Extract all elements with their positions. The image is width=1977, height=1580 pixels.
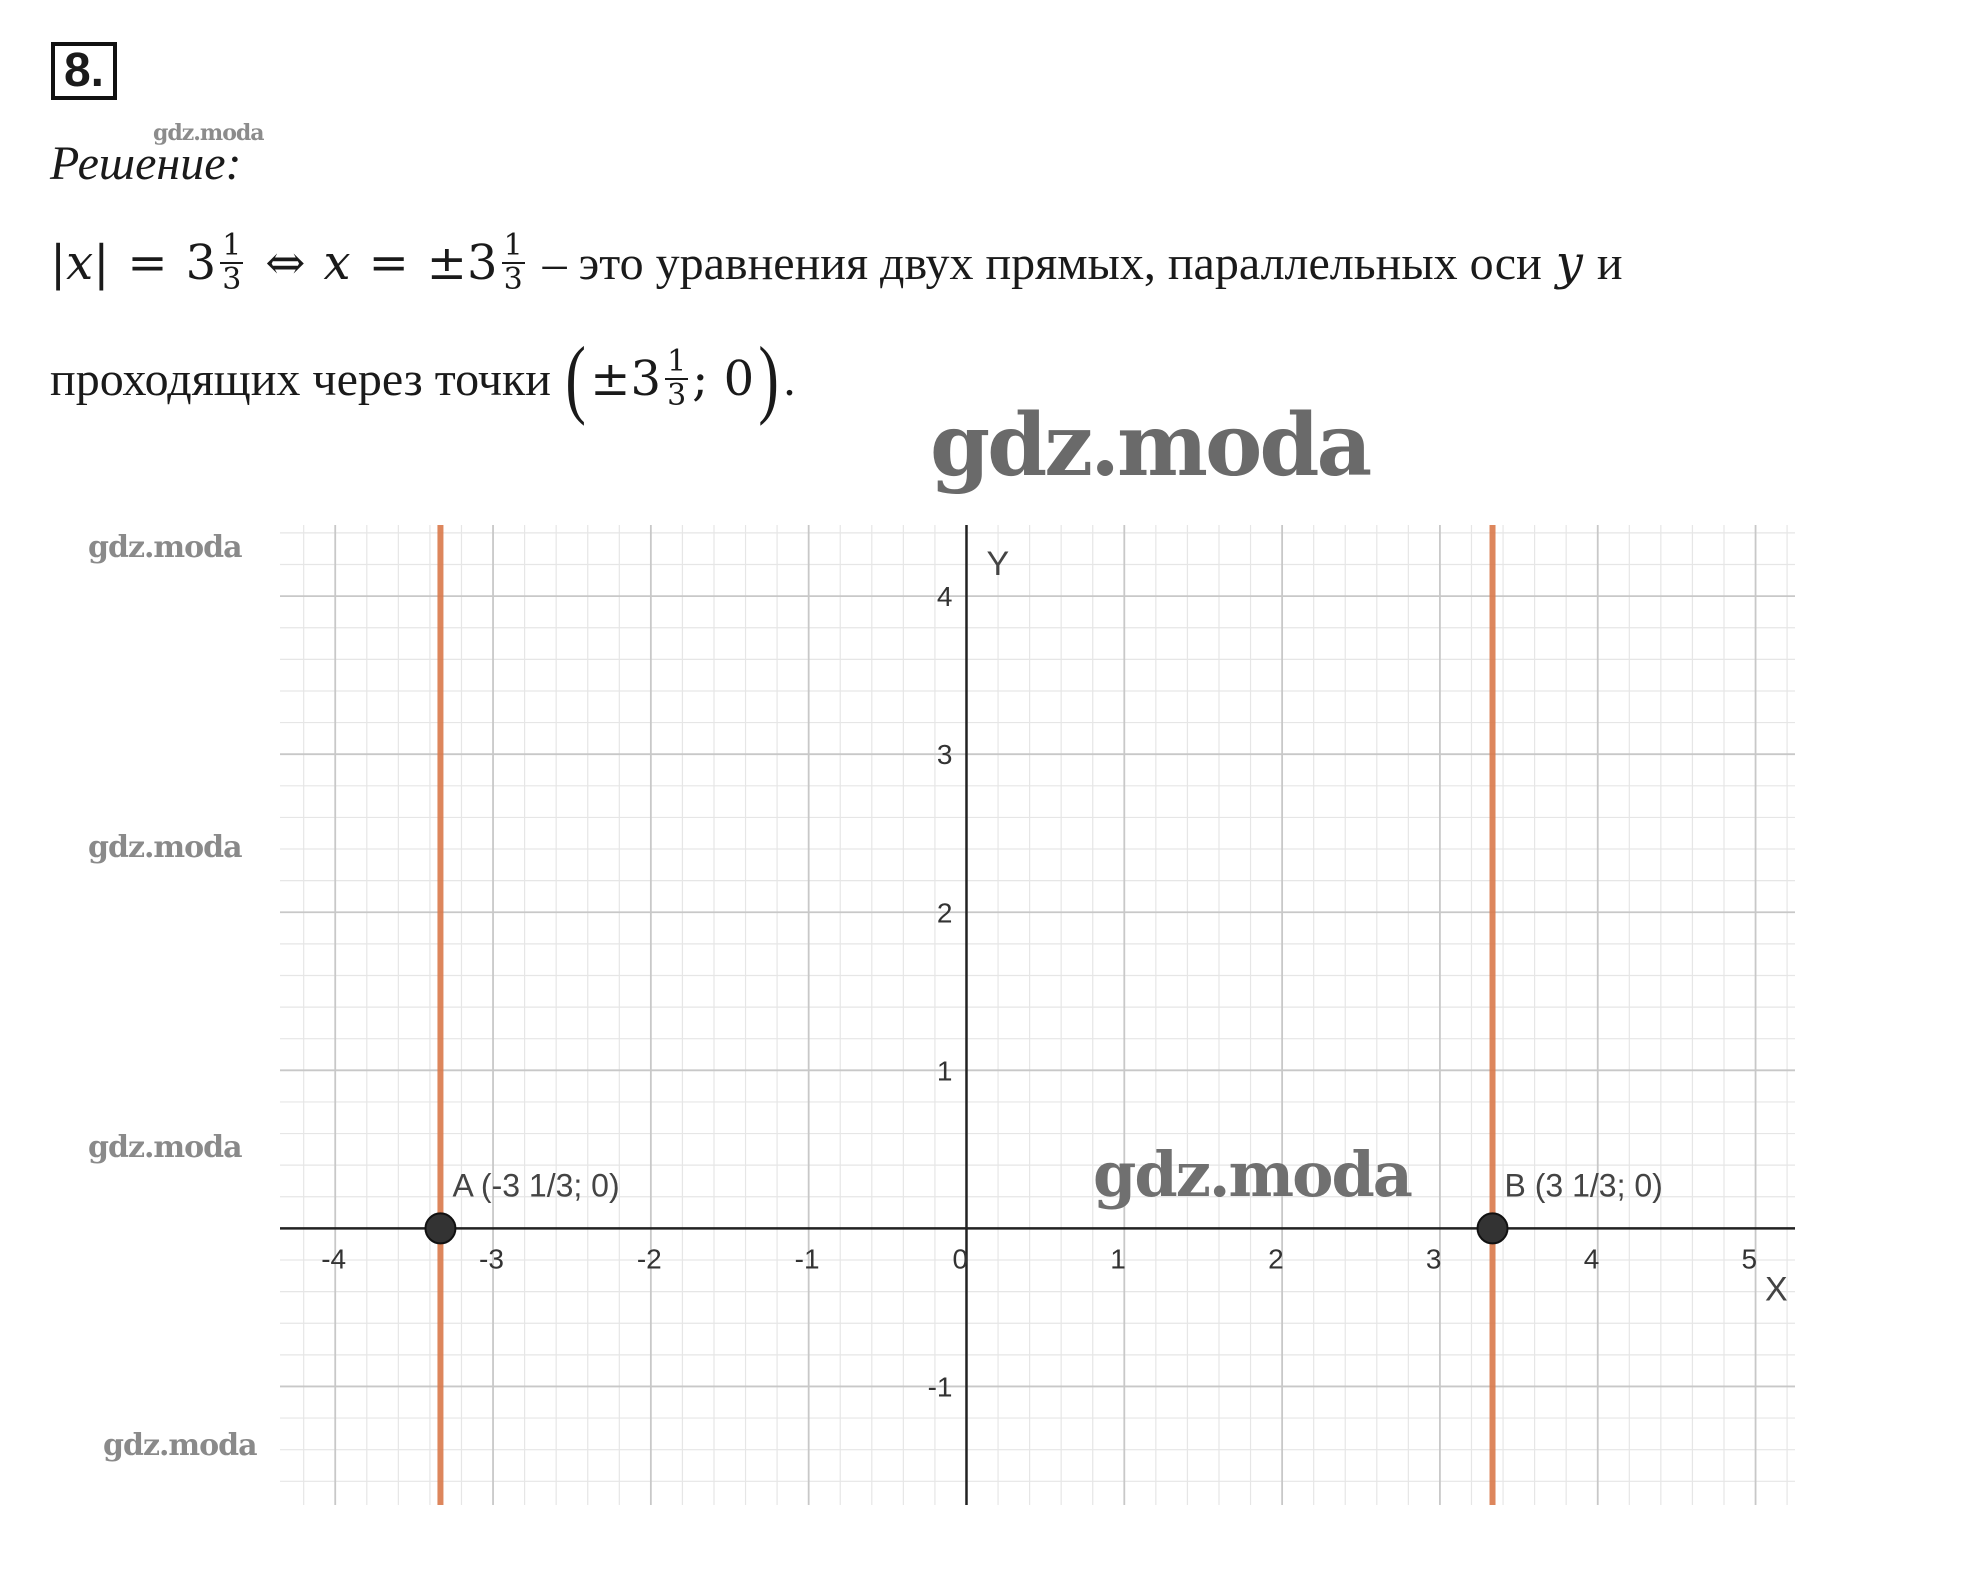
iff-symbol: ⇔ — [265, 235, 306, 291]
watermark: gdz.moda — [88, 1130, 242, 1165]
variable-x: x — [323, 235, 351, 291]
explanation-text: – это уравнения двух прямых, параллельных оси — [542, 236, 1542, 290]
point-marker — [425, 1213, 455, 1243]
plus-minus-whole: ±3 — [426, 235, 498, 291]
x-tick-label: 1 — [1110, 1243, 1126, 1275]
conjunction-text: и — [1596, 236, 1623, 290]
point-marker — [1478, 1213, 1508, 1243]
x-tick-label: -1 — [794, 1243, 820, 1275]
watermark: gdz.moda — [930, 395, 1370, 496]
tick-labels — [321, 581, 1757, 1402]
watermark: gdz.moda — [88, 830, 242, 865]
watermark: gdz.moda — [1093, 1138, 1411, 1211]
fraction-denominator: 3 — [667, 378, 687, 413]
equals-sign: = — [368, 235, 409, 291]
fraction-numerator: 1 — [503, 228, 523, 263]
watermark: gdz.moda — [88, 530, 242, 565]
x-tick-label: 5 — [1741, 1243, 1758, 1275]
fraction-numerator: 1 — [222, 228, 242, 263]
paren-close: ) — [758, 330, 780, 427]
x-axis-label: X — [1765, 1270, 1788, 1309]
watermark: gdz.moda — [153, 120, 264, 146]
y-tick-label: -1 — [927, 1371, 953, 1403]
fraction-denominator: 3 — [222, 262, 242, 297]
x-tick-label: -2 — [636, 1243, 662, 1275]
fraction-numerator: 1 — [667, 344, 687, 379]
problem-number: 8. — [51, 42, 117, 100]
y-tick-label: 2 — [936, 897, 953, 929]
x-tick-label: 4 — [1583, 1243, 1600, 1275]
equals-sign: = — [127, 235, 168, 291]
variable-y: y — [1555, 235, 1583, 291]
whole-part: 3 — [185, 235, 217, 291]
period: . — [783, 352, 796, 406]
y-axis-label: Y — [986, 545, 1010, 583]
point-label: B (3 1/3; 0) — [1504, 1167, 1663, 1204]
y-tick-label: 3 — [936, 739, 953, 771]
points — [425, 1167, 1662, 1243]
point-label: A (-3 1/3; 0) — [452, 1167, 620, 1204]
abs-x: |x| — [50, 235, 110, 291]
x-tick-label: 3 — [1425, 1243, 1442, 1275]
x-tick-label: -4 — [321, 1243, 347, 1275]
axes — [280, 525, 1795, 1505]
y-tick-label: 4 — [936, 581, 953, 613]
y-tick-label: 1 — [936, 1055, 953, 1087]
major-grid — [280, 525, 1795, 1505]
paren-open: ( — [565, 330, 586, 427]
plus-minus-whole: ±3 — [590, 351, 662, 407]
minor-grid — [280, 525, 1795, 1505]
x-tick-label: -3 — [479, 1243, 504, 1275]
watermark: gdz.moda — [103, 1428, 257, 1463]
explanation-text: проходящих через точки — [50, 352, 551, 406]
solution-label: Решение: — [50, 137, 242, 190]
x-tick-label: 0 — [952, 1243, 969, 1275]
x-tick-label: 2 — [1268, 1243, 1284, 1275]
fraction-denominator: 3 — [503, 262, 523, 297]
point-coords-rest: ; 0 — [692, 351, 755, 407]
